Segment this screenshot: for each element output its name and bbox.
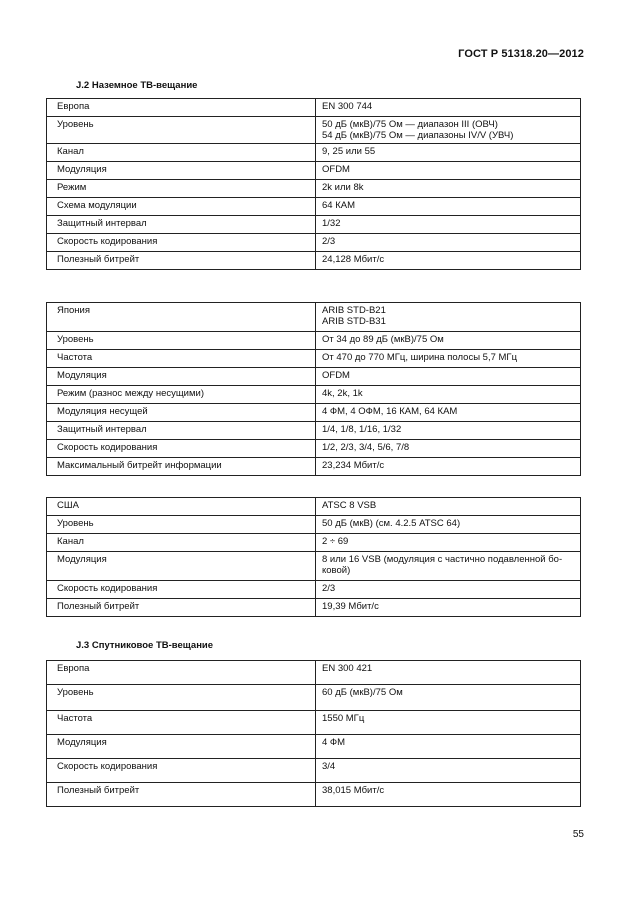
parameter-cell: Уровень <box>47 117 316 144</box>
parameter-cell: Уровень <box>47 332 316 350</box>
value-cell <box>316 711 581 735</box>
value-line: 8 или 16 VSB (модуляция с частично подавленной бо- <box>322 554 563 565</box>
value-cell <box>316 534 581 552</box>
table-row <box>47 198 581 216</box>
value-cell <box>316 332 581 350</box>
value-line: 19,39 Мбит/с <box>322 601 379 612</box>
value-cell <box>316 498 581 516</box>
value-line: ATSC 8 VSB <box>322 500 377 511</box>
table-europe-terrestrial <box>46 98 581 270</box>
table-usa <box>46 497 581 617</box>
table-row <box>47 498 581 516</box>
parameter-cell: Скорость кодирования <box>47 759 316 783</box>
table-row <box>47 534 581 552</box>
value-cell <box>316 552 581 581</box>
value-line: ковой) <box>322 565 351 576</box>
value-line: OFDM <box>322 164 350 175</box>
value-cell <box>316 198 581 216</box>
value-line: 24,128 Мбит/с <box>322 254 385 265</box>
table-row <box>47 783 581 807</box>
value-line: 1/2, 2/3, 3/4, 5/6, 7/8 <box>322 442 410 453</box>
value-line: От 470 до 770 МГц, ширина полосы 5,7 МГц <box>322 352 518 363</box>
table-row <box>47 368 581 386</box>
value-line: 2/3 <box>322 583 336 594</box>
parameter-cell: Модуляция несущей <box>47 404 316 422</box>
value-line: OFDM <box>322 370 350 381</box>
table-row <box>47 581 581 599</box>
parameter-cell: Япония <box>47 303 316 332</box>
parameter-cell: Защитный интервал <box>47 422 316 440</box>
parameter-cell: Схема модуляции <box>47 198 316 216</box>
value-line: ARIB STD-B31 <box>322 316 386 327</box>
parameter-cell: Модуляция <box>47 162 316 180</box>
table-row <box>47 332 581 350</box>
parameter-cell: Европа <box>47 99 316 117</box>
value-cell <box>316 386 581 404</box>
table-row <box>47 252 581 270</box>
value-line: 60 дБ (мкВ)/75 Ом <box>322 687 403 698</box>
section-title-terrestrial: J.2 Наземное ТВ-вещание <box>76 80 198 91</box>
value-cell <box>316 685 581 711</box>
value-line: 4 ФМ, 4 ОФМ, 16 КАМ, 64 КАМ <box>322 406 458 417</box>
table-row <box>47 99 581 117</box>
value-cell <box>316 458 581 476</box>
value-line: 64 КАМ <box>322 200 355 211</box>
value-line: От 34 до 89 дБ (мкВ)/75 Ом <box>322 334 444 345</box>
parameter-cell: Европа <box>47 661 316 685</box>
table-row <box>47 552 581 581</box>
value-cell <box>316 422 581 440</box>
value-line: 4 ФМ <box>322 737 346 748</box>
value-line: 2/3 <box>322 236 336 247</box>
table-row <box>47 162 581 180</box>
value-cell <box>316 661 581 685</box>
table-row <box>47 440 581 458</box>
table-row <box>47 216 581 234</box>
table-row <box>47 144 581 162</box>
value-cell <box>316 783 581 807</box>
parameter-cell: Модуляция <box>47 552 316 581</box>
value-cell <box>316 735 581 759</box>
value-cell <box>316 216 581 234</box>
value-cell <box>316 144 581 162</box>
value-cell <box>316 234 581 252</box>
value-cell <box>316 368 581 386</box>
value-line: EN 300 421 <box>322 663 373 674</box>
value-cell <box>316 162 581 180</box>
document-standard-header: ГОСТ Р 51318.20—2012 <box>458 48 584 60</box>
parameter-cell: Полезный битрейт <box>47 783 316 807</box>
table-row <box>47 685 581 711</box>
value-cell <box>316 350 581 368</box>
parameter-cell: Режим <box>47 180 316 198</box>
value-line: 1/32 <box>322 218 341 229</box>
page-number: 55 <box>572 829 584 840</box>
value-line: 4k, 2k, 1k <box>322 388 363 399</box>
parameter-cell: Частота <box>47 350 316 368</box>
table-row <box>47 599 581 617</box>
value-line: 9, 25 или 55 <box>322 146 376 157</box>
value-line: ARIB STD-B21 <box>322 305 386 316</box>
table-row <box>47 117 581 144</box>
value-line: 3/4 <box>322 761 336 772</box>
value-line: 2 ÷ 69 <box>322 536 349 547</box>
value-line: 50 дБ (мкВ) (см. 4.2.5 ATSC 64) <box>322 518 461 529</box>
value-cell <box>316 440 581 458</box>
table-row <box>47 516 581 534</box>
table-row <box>47 386 581 404</box>
parameter-cell: Канал <box>47 534 316 552</box>
table-europe-satellite <box>46 660 581 807</box>
table-row <box>47 234 581 252</box>
parameter-cell: Скорость кодирования <box>47 440 316 458</box>
section-title-satellite: J.3 Спутниковое ТВ-вещание <box>76 640 214 651</box>
parameter-cell: Модуляция <box>47 368 316 386</box>
parameter-cell: Режим (разнос между несущими) <box>47 386 316 404</box>
value-cell <box>316 117 581 144</box>
value-cell <box>316 180 581 198</box>
parameter-cell: Полезный битрейт <box>47 252 316 270</box>
value-line: 54 дБ (мкВ)/75 Ом — диапазоны IV/V (УВЧ) <box>322 130 514 141</box>
value-line: 1/4, 1/8, 1/16, 1/32 <box>322 424 402 435</box>
value-cell <box>316 303 581 332</box>
parameter-cell: Скорость кодирования <box>47 581 316 599</box>
table-row <box>47 350 581 368</box>
value-cell <box>316 599 581 617</box>
table-row <box>47 458 581 476</box>
value-cell <box>316 252 581 270</box>
parameter-cell: Частота <box>47 711 316 735</box>
parameter-cell: Уровень <box>47 516 316 534</box>
value-line: 38,015 Мбит/с <box>322 785 385 796</box>
parameter-cell: Защитный интервал <box>47 216 316 234</box>
table-row <box>47 180 581 198</box>
table-row <box>47 735 581 759</box>
value-cell <box>316 404 581 422</box>
value-line: EN 300 744 <box>322 101 373 112</box>
value-cell <box>316 581 581 599</box>
parameter-cell: Канал <box>47 144 316 162</box>
table-row <box>47 422 581 440</box>
parameter-cell: Модуляция <box>47 735 316 759</box>
value-line: 1550 МГц <box>322 713 365 724</box>
table-row <box>47 759 581 783</box>
table-row <box>47 661 581 685</box>
table-row <box>47 711 581 735</box>
table-japan <box>46 302 581 476</box>
value-line: 2k или 8k <box>322 182 364 193</box>
parameter-cell: Максимальный битрейт информации <box>47 458 316 476</box>
value-cell <box>316 759 581 783</box>
value-line: 23,234 Мбит/с <box>322 460 385 471</box>
parameter-cell: Скорость кодирования <box>47 234 316 252</box>
value-line: 50 дБ (мкВ)/75 Ом — диапазон III (ОВЧ) <box>322 119 498 130</box>
parameter-cell: США <box>47 498 316 516</box>
table-row <box>47 404 581 422</box>
parameter-cell: Полезный битрейт <box>47 599 316 617</box>
table-row <box>47 303 581 332</box>
value-cell <box>316 516 581 534</box>
parameter-cell: Уровень <box>47 685 316 711</box>
value-cell <box>316 99 581 117</box>
